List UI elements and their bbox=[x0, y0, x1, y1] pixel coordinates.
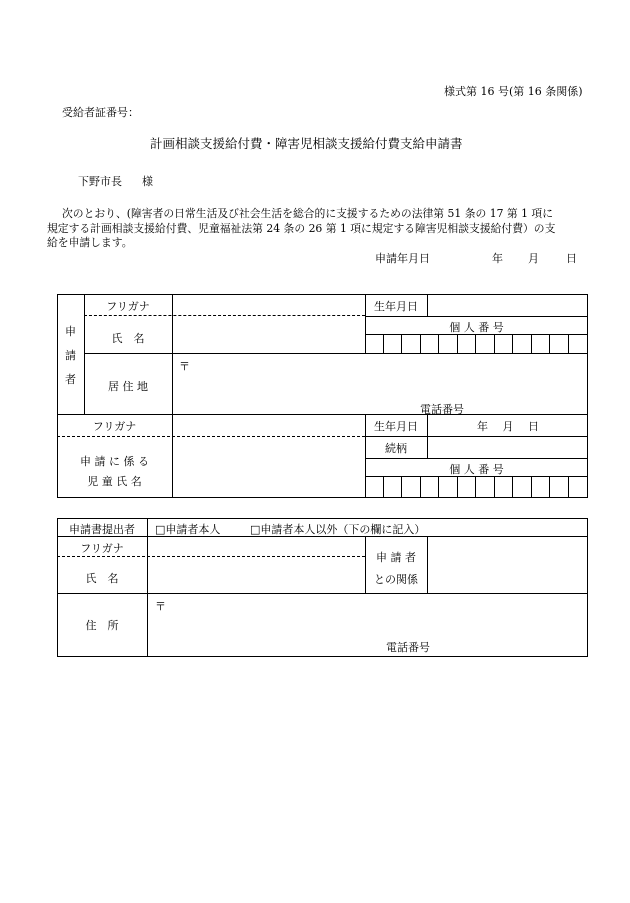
applicant-phone-label: 電話番号 bbox=[420, 403, 464, 416]
form-number: 様式第 16 号(第 16 条関係) bbox=[444, 85, 583, 98]
option-other-than-applicant[interactable]: □申請者本人以外（下の欄に記入） bbox=[250, 523, 426, 536]
applicant-furigana-label: フリガナ bbox=[106, 300, 150, 313]
recipient-cert-label: 受給者証番号： bbox=[62, 106, 139, 119]
addressee-honorific: 様 bbox=[142, 175, 153, 188]
child-furigana-label: フリガナ bbox=[92, 420, 137, 433]
applicant-mynumber-label: 個 人 番 号 bbox=[449, 321, 504, 334]
submitter-furigana-label: フリガナ bbox=[80, 542, 124, 555]
application-date-year: 年 bbox=[492, 252, 503, 265]
child-birthdate-label: 生年月日 bbox=[374, 420, 418, 433]
applicant-section-char-2: 請 bbox=[65, 349, 76, 362]
applicant-section-char-3: 者 bbox=[65, 373, 76, 386]
relation-label-line-2: との関係 bbox=[374, 573, 418, 586]
body-line-1: 次のとおり、(障害者の日常生活及び社会生活を総合的に支援するための法律第 51 条の 17 第 1 項に bbox=[62, 207, 554, 220]
body-line-3: 給を申請します。 bbox=[47, 236, 133, 249]
option-applicant-self[interactable]: □申請者本人 bbox=[155, 523, 221, 536]
applicant-address-label: 居 住 地 bbox=[108, 380, 148, 393]
application-date-day: 日 bbox=[566, 252, 577, 265]
child-name-label-line-2: 児 童 氏 名 bbox=[87, 475, 142, 488]
submitter-postal-mark: 〒 bbox=[155, 600, 166, 613]
child-birthdate-values: 年 月 日 bbox=[477, 420, 539, 433]
submitter-name-label: 氏 名 bbox=[85, 572, 119, 585]
child-name-label-line-1: 申 請 に 係 る bbox=[80, 455, 149, 468]
application-date-month: 月 bbox=[528, 252, 539, 265]
applicant-section-char-1: 申 bbox=[65, 325, 76, 338]
page-title: 計画相談支援給付費・障害児相談支援給付費支給申請書 bbox=[150, 136, 463, 151]
submitter-phone-label: 電話番号 bbox=[386, 641, 430, 654]
child-relation-label: 続柄 bbox=[385, 442, 407, 455]
submitter-address-label: 住 所 bbox=[85, 619, 119, 632]
child-mynumber-label: 個 人 番 号 bbox=[449, 463, 504, 476]
addressee-name: 下野市長 bbox=[78, 175, 122, 188]
application-date-label: 申請年月日 bbox=[375, 252, 430, 265]
relation-label-line-1: 申 請 者 bbox=[376, 551, 416, 564]
applicant-postal-mark: 〒 bbox=[179, 360, 190, 373]
applicant-birthdate-label: 生年月日 bbox=[374, 300, 418, 313]
applicant-name-label: 氏 名 bbox=[111, 332, 145, 345]
body-line-2: 規定する計画相談支援給付費、児童福祉法第 24 条の 26 第 1 項に規定する障害児相談支援給付費）の支 bbox=[47, 222, 556, 235]
submitter-label: 申請書提出者 bbox=[69, 523, 135, 536]
